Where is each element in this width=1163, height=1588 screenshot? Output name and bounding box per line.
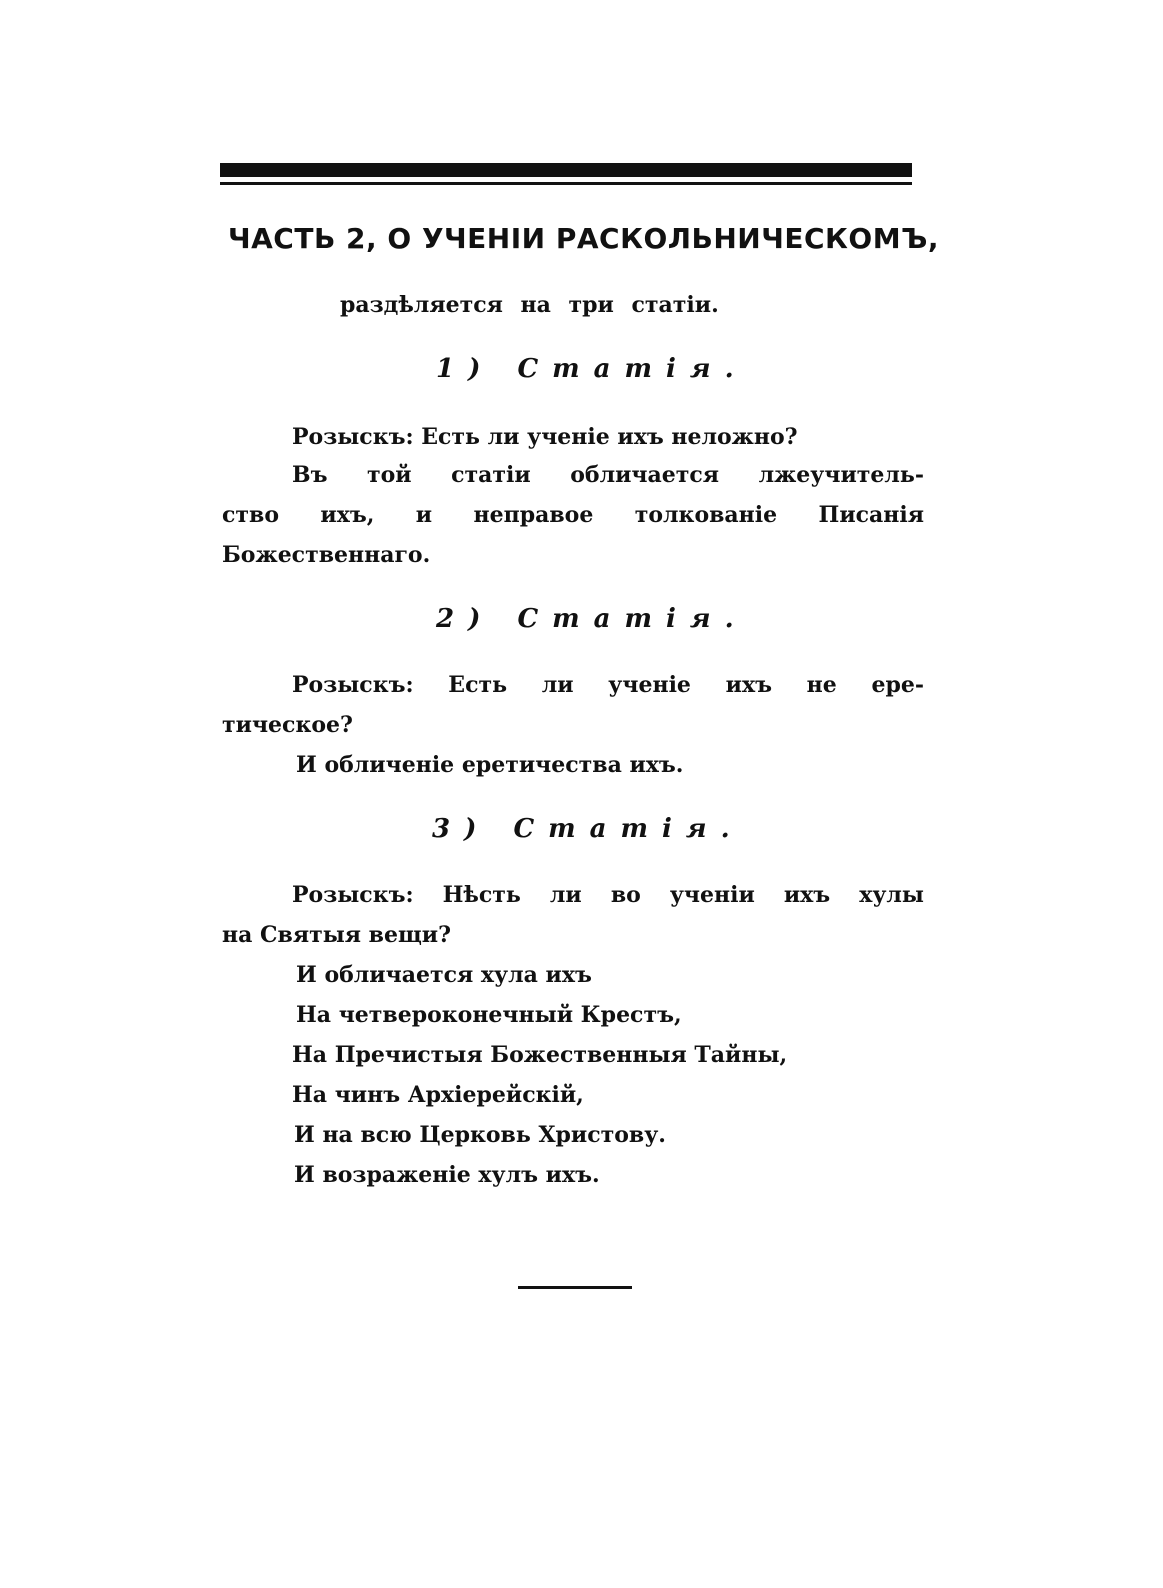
- article-3-query-line: на Святыя вещи?: [222, 922, 451, 948]
- article-1-desc-line: ство ихъ, и неправое толкованiе Писанiя: [222, 502, 924, 528]
- thick-rule: [220, 163, 912, 177]
- top-double-rule: [220, 163, 912, 185]
- part-heading: ЧАСТЬ 2, О УЧЕНIИ РАСКОЛЬНИЧЕСКОМЪ,: [228, 222, 940, 255]
- article-3-item: И на всю Церковь Христову.: [294, 1122, 666, 1148]
- article-3-item: И обличается хула ихъ: [296, 962, 592, 988]
- article-3-item: На Пречистыя Божественныя Тайны,: [292, 1042, 788, 1068]
- article-2-desc: И обличенiе еретичества ихъ.: [296, 752, 684, 778]
- article-3-query-line: Розыскъ: Нѣсть ли во ученiи ихъ хулы: [292, 882, 924, 908]
- article-1-title: 1) Статiя.: [436, 354, 748, 384]
- part-subheading: раздѣляется на три статiи.: [340, 292, 719, 318]
- article-3-item: На чинъ Архiерейскiй,: [292, 1082, 584, 1108]
- article-2-query-line: Розыскъ: Есть ли ученiе ихъ не ере-: [292, 672, 924, 698]
- article-3-title: 3) Статiя.: [432, 814, 744, 844]
- article-1-query: Розыскъ: Есть ли ученiе ихъ неложно?: [292, 424, 798, 450]
- article-2-query-line: тическое?: [222, 712, 353, 738]
- article-3-item: На четвероконечный Крестъ,: [296, 1002, 682, 1028]
- article-1-desc-line: Въ той статiи обличается лжеучитель-: [292, 462, 924, 488]
- bottom-rule: [518, 1286, 632, 1289]
- article-1-desc-line: Божественнаго.: [222, 542, 431, 568]
- article-3-item: И возраженiе хулъ ихъ.: [294, 1162, 600, 1188]
- thin-rule: [220, 182, 912, 185]
- article-2-title: 2) Статiя.: [436, 604, 748, 634]
